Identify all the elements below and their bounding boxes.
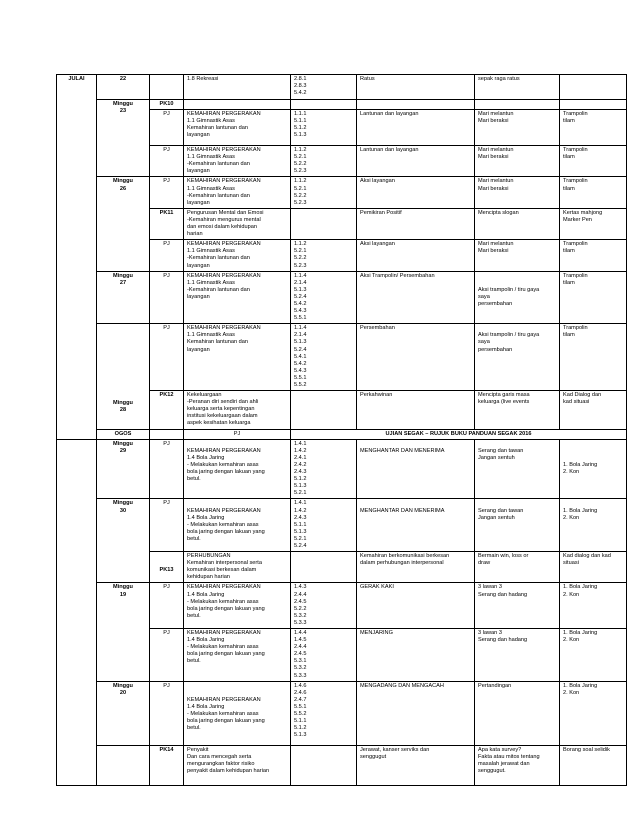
table-row <box>57 583 627 629</box>
method-cell: Pertandingan <box>475 681 560 745</box>
tools-cell: 1. Bola Jaring 2. Kon <box>560 583 627 629</box>
tools-cell: 1. Bola Jaring 2. Kon <box>560 499 627 552</box>
tools-cell <box>560 100 627 110</box>
standard-cell: 1.1.2 5.2.1 5.2.2 5.2.3 <box>291 177 357 208</box>
week-cell: 22 <box>97 75 150 100</box>
method-cell: Mencipta garis masa keluarga (live events <box>475 391 560 429</box>
topic-cell: Penyakit Dan cara mencegah serta mengurangkan faktor risiko penyakit dalam kehidupan harian <box>184 745 291 785</box>
activity-cell: GERAK KAKI <box>357 583 475 629</box>
topic-cell: Kekeluargaan -Peranan diri sendiri dan ahli keluarga serta kepentingan institusi kekeluargaan dalam aspek kesihatan keluarga <box>184 391 291 429</box>
tools-cell <box>560 75 627 100</box>
code-cell: PJ <box>150 110 184 146</box>
method-cell: Mari melantun Mari beraksi <box>475 110 560 146</box>
week-cell: Minggu 27 <box>97 271 150 324</box>
standard-cell <box>291 208 357 239</box>
method-cell: Apa kata survey? Fakta atau mitos tentang masalah jerawat dan senggugut. <box>475 745 560 785</box>
activity-cell: Persembahan <box>357 324 475 391</box>
topic-cell: KEMAHIRAN PERGERAKAN 1.4 Bola Jaring - Melakukan kemahiran asas bola jaring dengan lakuan yang betul. <box>184 499 291 552</box>
code-cell: PJ <box>150 324 184 391</box>
code-cell <box>150 75 184 100</box>
table-row <box>57 177 627 208</box>
topic-cell: KEMAHIRAN PERGERAKAN 1.1 Gimnastik Asas -Kemahiran lantunan dan layangan <box>184 146 291 177</box>
standard-cell <box>291 391 357 429</box>
month-cell: JULAI <box>57 75 97 440</box>
code-cell: PK14 <box>150 745 184 785</box>
method-cell: Mencipta slogan <box>475 208 560 239</box>
table-row <box>57 324 627 391</box>
week-cell: Minggu 26 <box>97 177 150 271</box>
table-row <box>57 439 627 499</box>
topic-cell: PERHUBUNGAN Kemahiran interpersonal serta komunikasi berkesan dalam kehidupan harian <box>184 552 291 583</box>
activity-cell: Lantunan dan layangan <box>357 110 475 146</box>
week-cell <box>97 745 150 785</box>
topic-cell: Pengurusan Mental dan Emosi -Kemahiran mengurus mental dan emosi dalam kehidupan harian <box>184 208 291 239</box>
topic-cell: KEMAHIRAN PERGERAKAN 1.1 Gimnastik Asas -Kemahiran lantunan dan layangan <box>184 177 291 208</box>
table-row <box>57 681 627 745</box>
topic-cell: KEMAHIRAN PERGERAKAN 1.4 Bola Jaring - Melakukan kemahiran asas bola jaring dengan lakuan yang betul. <box>184 629 291 682</box>
table-row <box>57 499 627 552</box>
month-cell <box>57 439 97 785</box>
standard-cell: 1.4.6 2.4.6 2.4.7 5.5.1 5.5.2 5.1.1 5.1.2 5.1.3 <box>291 681 357 745</box>
activity-cell <box>357 100 475 110</box>
week-cell: Minggu 28 <box>97 324 150 429</box>
method-cell: Bermain win, loss or draw <box>475 552 560 583</box>
activity-cell: Perkahwinan <box>357 391 475 429</box>
tools-cell: 1. Bola Jaring 2. Kon <box>560 681 627 745</box>
standard-cell: 2.8.1 2.8.3 5.4.2 <box>291 75 357 100</box>
tools-cell: Borang soal selidik <box>560 745 627 785</box>
activity-cell: MENGADANG DAN MENGACAH <box>357 681 475 745</box>
code-cell: PJ <box>150 240 184 271</box>
activity-cell: Aksi Trampolin/ Persembahan <box>357 271 475 324</box>
activity-cell: Jerawat, kanser serviks dan senggugut <box>357 745 475 785</box>
standard-cell: 1.4.1 1.4.2 2.4.3 5.1.1 5.1.3 5.2.1 5.2.4 <box>291 499 357 552</box>
tools-cell: Trampolin tilam <box>560 240 627 271</box>
code-cell: PK10 <box>150 100 184 110</box>
method-cell: Serang dan tawan Jangan sentuh <box>475 499 560 552</box>
topic-cell: KEMAHIRAN PERGERAKAN 1.4 Bola Jaring - Melakukan kemahiran asas bola jaring dengan lakuan yang betul. <box>184 681 291 745</box>
week-cell: Minggu 30 <box>97 499 150 583</box>
week-cell: Minggu 19 <box>97 583 150 681</box>
method-cell: 3 lawan 3 Serang dan hadang <box>475 629 560 682</box>
month-cell: OGOS <box>97 429 150 439</box>
tools-cell: Trampolin tilam <box>560 177 627 208</box>
method-cell <box>475 100 560 110</box>
standard-cell <box>291 745 357 785</box>
tools-cell: 1. Bola Jaring 2. Kon <box>560 629 627 682</box>
activity-cell: MENGHANTAR DAN MENERIMA <box>357 439 475 499</box>
activity-cell: Lantunan dan layangan <box>357 146 475 177</box>
method-cell: Serang dan tawan Jangan sentuh <box>475 439 560 499</box>
activity-cell: Kemahiran berkomunikasi berkesan dalam perhubungan interpersonal <box>357 552 475 583</box>
tools-cell: Kertas mahjong Marker Pen <box>560 208 627 239</box>
week-cell: Minggu 20 <box>97 681 150 745</box>
table-row <box>57 429 627 439</box>
tools-cell: Trampolin tilam <box>560 110 627 146</box>
lesson-plan-table <box>56 74 627 786</box>
standard-cell: 1.4.4 1.4.5 2.4.4 2.4.5 5.3.1 5.3.2 5.3.3 <box>291 629 357 682</box>
method-cell: Mari melantun Mari beraksi <box>475 146 560 177</box>
method-cell: Aksi trampolin / tiru gaya saya persembahan <box>475 271 560 324</box>
activity-cell: Pemikiran Positif <box>357 208 475 239</box>
standard-cell: 1.1.2 5.2.1 5.2.2 5.2.3 <box>291 146 357 177</box>
tools-cell: Trampolin tilam <box>560 146 627 177</box>
method-cell: sepak raga ratus <box>475 75 560 100</box>
tools-cell: Kad dialog dan kad situasi <box>560 552 627 583</box>
table-row <box>57 75 627 100</box>
standard-cell: 1.1.4 2.1.4 5.1.3 5.2.4 5.4.2 5.4.3 5.5.1 <box>291 271 357 324</box>
code-cell: PJ <box>150 146 184 177</box>
topic-cell: KEMAHIRAN PERGERAKAN 1.1 Gimnastik Asas -Kemahiran lantunan dan layangan <box>184 271 291 324</box>
code-cell: PJ <box>184 429 291 439</box>
table-row <box>57 100 627 110</box>
method-cell: Mari melantun Mari beraksi <box>475 177 560 208</box>
table-row <box>57 745 627 785</box>
standard-cell: 1.1.1 5.1.1 5.1.2 5.1.3 <box>291 110 357 146</box>
standard-cell: 1.1.4 2.1.4 5.1.3 5.2.4 5.4.1 5.4.2 5.4.3 5.5.1 5.5.2 <box>291 324 357 391</box>
standard-cell: 1.4.3 2.4.4 2.4.5 5.2.2 5.3.2 5.3.3 <box>291 583 357 629</box>
code-cell: PJ <box>150 499 184 552</box>
standard-cell: 1.1.2 5.2.1 5.2.2 5.2.3 <box>291 240 357 271</box>
standard-cell <box>291 552 357 583</box>
method-cell: Aksi trampolin / tiru gaya saya persembahan <box>475 324 560 391</box>
topic-cell: KEMAHIRAN PERGERAKAN 1.4 Bola Jaring - Melakukan kemahiran asas bola jaring dengan lakuan yang betul. <box>184 583 291 629</box>
topic-cell: KEMAHIRAN PERGERAKAN 1.4 Bola Jaring - Melakukan kemahiran asas bola jaring dengan lakuan yang betul. <box>184 439 291 499</box>
topic-cell <box>184 100 291 110</box>
segak-banner: UJIAN SEGAK – RUJUK BUKU PANDUAN SEGAK 2016 <box>291 429 627 439</box>
topic-cell: KEMAHIRAN PERGERAKAN 1.1 Gimnastik Asas Kemahiran lantunan dan layangan <box>184 324 291 391</box>
method-cell: 3 lawan 3 Serang dan hadang <box>475 583 560 629</box>
tools-cell: Trampolin tilam <box>560 324 627 391</box>
code-cell: PJ <box>150 681 184 745</box>
code-cell: PK13 <box>150 552 184 583</box>
table-row <box>57 271 627 324</box>
code-cell: PJ <box>150 439 184 499</box>
code-cell: PK11 <box>150 208 184 239</box>
code-cell: PJ <box>150 583 184 629</box>
week-cell: Minggu 29 <box>97 439 150 499</box>
tools-cell: Trampolin tilam <box>560 271 627 324</box>
method-cell: Mari melantun Mari beraksi <box>475 240 560 271</box>
standard-cell: 1.4.1 1.4.2 2.4.1 2.4.2 2.4.3 5.1.2 5.1.3 5.2.1 <box>291 439 357 499</box>
topic-cell: 1.8 Rekreasi <box>184 75 291 100</box>
standard-cell <box>291 100 357 110</box>
activity-cell: Aksi layangan <box>357 240 475 271</box>
tools-cell: Kad Dialog dan kad situasi <box>560 391 627 429</box>
code-cell: PJ <box>150 177 184 208</box>
week-cell: Minggu 23 <box>97 100 150 177</box>
topic-cell: KEMAHIRAN PERGERAKAN 1.1 Gimnastik Asas Kemahiran lantunan dan layangan <box>184 110 291 146</box>
activity-cell: Aksi layangan <box>357 177 475 208</box>
topic-cell: KEMAHIRAN PERGERAKAN 1.1 Gimnastik Asas -Kemahiran lantunan dan layangan <box>184 240 291 271</box>
activity-cell: MENJARING <box>357 629 475 682</box>
tools-cell: 1. Bola Jaring 2. Kon <box>560 439 627 499</box>
activity-cell: MENGHANTAR DAN MENERIMA <box>357 499 475 552</box>
code-cell: PJ <box>150 271 184 324</box>
code-cell: PJ <box>150 629 184 682</box>
activity-cell: Ratus <box>357 75 475 100</box>
week-cell <box>150 429 184 439</box>
code-cell: PK12 <box>150 391 184 429</box>
